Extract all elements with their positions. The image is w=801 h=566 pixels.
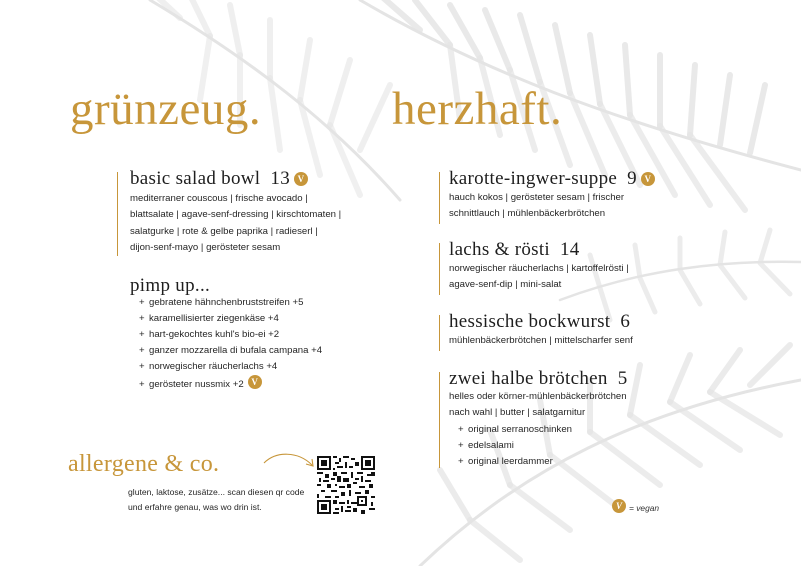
item-name: zwei halbe brötchen — [449, 368, 608, 389]
description-line: dijon-senf-mayo | gerösteter sesam — [130, 241, 281, 253]
item-description — [449, 261, 629, 294]
pimp-up-title: pimp up... — [130, 275, 211, 296]
divider-line — [439, 243, 440, 295]
curved-arrow-icon — [262, 449, 318, 473]
item-description — [449, 190, 624, 223]
description-line: norwegischer räucherlachs | kartoffelrösti | — [449, 263, 629, 274]
menu-item-title — [130, 168, 308, 190]
description-line: mühlenbäckerbrötchen | mittelscharfer senf — [449, 335, 633, 346]
heading-gruenzeug: grünzeug. — [70, 83, 262, 135]
list-item: + karamellisierter ziegenkäse +4 — [139, 313, 279, 324]
menu-item-title — [449, 168, 655, 190]
vegan-icon: V — [612, 499, 626, 513]
divider-line — [439, 315, 440, 351]
item-name: basic salad bowl — [130, 168, 261, 189]
item-name: lachs & rösti — [449, 239, 550, 260]
item-name: hessische bockwurst — [449, 311, 611, 332]
list-item: + original leerdammer — [458, 456, 553, 467]
list-item: + gebratene hähnchenbruststreifen +5 — [139, 297, 304, 308]
allergene-text — [128, 485, 304, 515]
description-line: helles oder körner-mühlenbäckerbrötchen — [449, 391, 627, 402]
description-line: nach wahl | butter | salatgarnitur — [449, 407, 586, 419]
item-price: 6 — [620, 311, 631, 332]
heading-herzhaft: herzhaft. — [392, 83, 563, 135]
vegan-icon: V — [294, 172, 308, 186]
vegan-legend — [612, 499, 659, 513]
item-description — [449, 333, 633, 349]
addon-list — [458, 422, 572, 470]
item-name: karotte-ingwer-suppe — [449, 168, 618, 189]
list-item: + edelsalami — [458, 440, 514, 451]
divider-line — [117, 172, 118, 256]
addon-list — [139, 295, 322, 393]
item-price: 13 — [270, 168, 290, 189]
allergene-line: gluten, laktose, zusätze... scan diesen qr code — [128, 487, 305, 497]
description-line: salatgurke | rote & gelbe paprika | radieserl | — [130, 225, 318, 237]
menu-item-title — [449, 311, 630, 333]
item-price: 5 — [617, 368, 628, 389]
allergene-title: allergene & co. — [68, 451, 220, 477]
allergene-line: und erfahre genau, was wo drin ist. — [128, 502, 262, 512]
list-item: + norwegischer räucherlachs +4 — [139, 361, 278, 372]
list-item: + hart-gekochtes kuhl's bio-ei +2 — [139, 329, 280, 340]
menu-item-title — [449, 368, 628, 390]
divider-line — [439, 172, 440, 224]
list-item: + gerösteter nussmix +2 V — [139, 375, 322, 393]
menu-item-title — [449, 239, 580, 261]
item-price: 9 — [627, 168, 637, 189]
qr-code-icon[interactable] — [317, 456, 375, 514]
description-line: hauch kokos | gerösteter sesam | frischer — [449, 192, 625, 203]
item-description — [449, 389, 627, 422]
item-description — [130, 191, 341, 256]
list-item: + ganzer mozzarella di bufala campana +4 — [139, 345, 323, 356]
vegan-icon: V — [641, 172, 655, 186]
legend-text: = vegan — [629, 503, 660, 513]
description-line: mediterraner couscous | frische avocado | — [130, 193, 308, 204]
description-line: agave-senf-dip | mini-salat — [449, 279, 562, 291]
description-line: schnittlauch | mühlenbäckerbrötchen — [449, 208, 606, 220]
vegan-icon: V — [248, 375, 262, 389]
item-price: 14 — [560, 239, 580, 260]
description-line: blattsalate | agave-senf-dressing | kirschtomaten | — [130, 209, 342, 221]
list-item: + original serranoschinken — [458, 424, 572, 435]
divider-line — [439, 372, 440, 468]
